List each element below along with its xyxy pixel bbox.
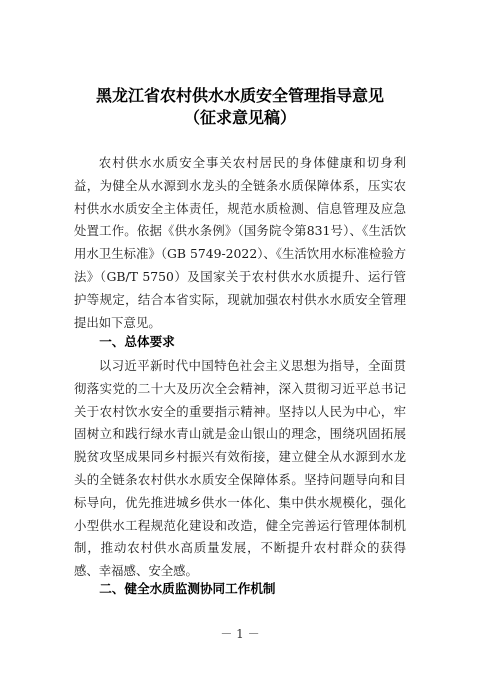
section-heading-2: 二、健全水质监测协同工作机制	[99, 581, 276, 596]
document-title: 黑龙江省农村供水水质安全管理指导意见	[95, 86, 384, 105]
intro-paragraph: 农村供水水质安全事关农村居民的身体健康和切身利益，为健全从水源到水龙头的全链条水质保障体系，压实农村供水水质安全主体责任，规范水质检测、信息管理及应急处置工作。依据《供水条例》（国务院令第831号）、《生活饮用水卫生标准》（GB 5749-2022）、《生活饮用水标准检验方法》（GB/T 5750）及国家关于农村供水水质提升、运行管护等规定，结合本省实际，现就加强农村供水水质安全管理提出如下意见。	[74, 155, 406, 330]
section-heading-1: 一、总体要求	[99, 334, 175, 349]
page-number: － 1 －	[220, 627, 260, 641]
document-subtitle: （征求意见稿）	[183, 108, 296, 127]
section-1-paragraph: 以习近平新时代中国特色社会主义思想为指导，全面贯彻落实党的二十大及历次全会精神，深入贯彻习近平总书记关于农村饮水安全的重要指示精神。坚持以人民为中心，牢固树立和践行绿水青山就是金山银山的理念，围绕巩固拓展脱贫攻坚成果同乡村振兴有效衔接，建立健全从水源到水龙头的全链条农村供水水质安全保障体系。坚持问题导向和目标导向，优先推进城乡供水一体化、集中供水规模化，强化小型供水工程规范化建设和改造，健全完善运行管理体制机制，推动农村供水高质量发展，不断提升农村群众的获得感、幸福感、安全感。	[74, 358, 406, 579]
